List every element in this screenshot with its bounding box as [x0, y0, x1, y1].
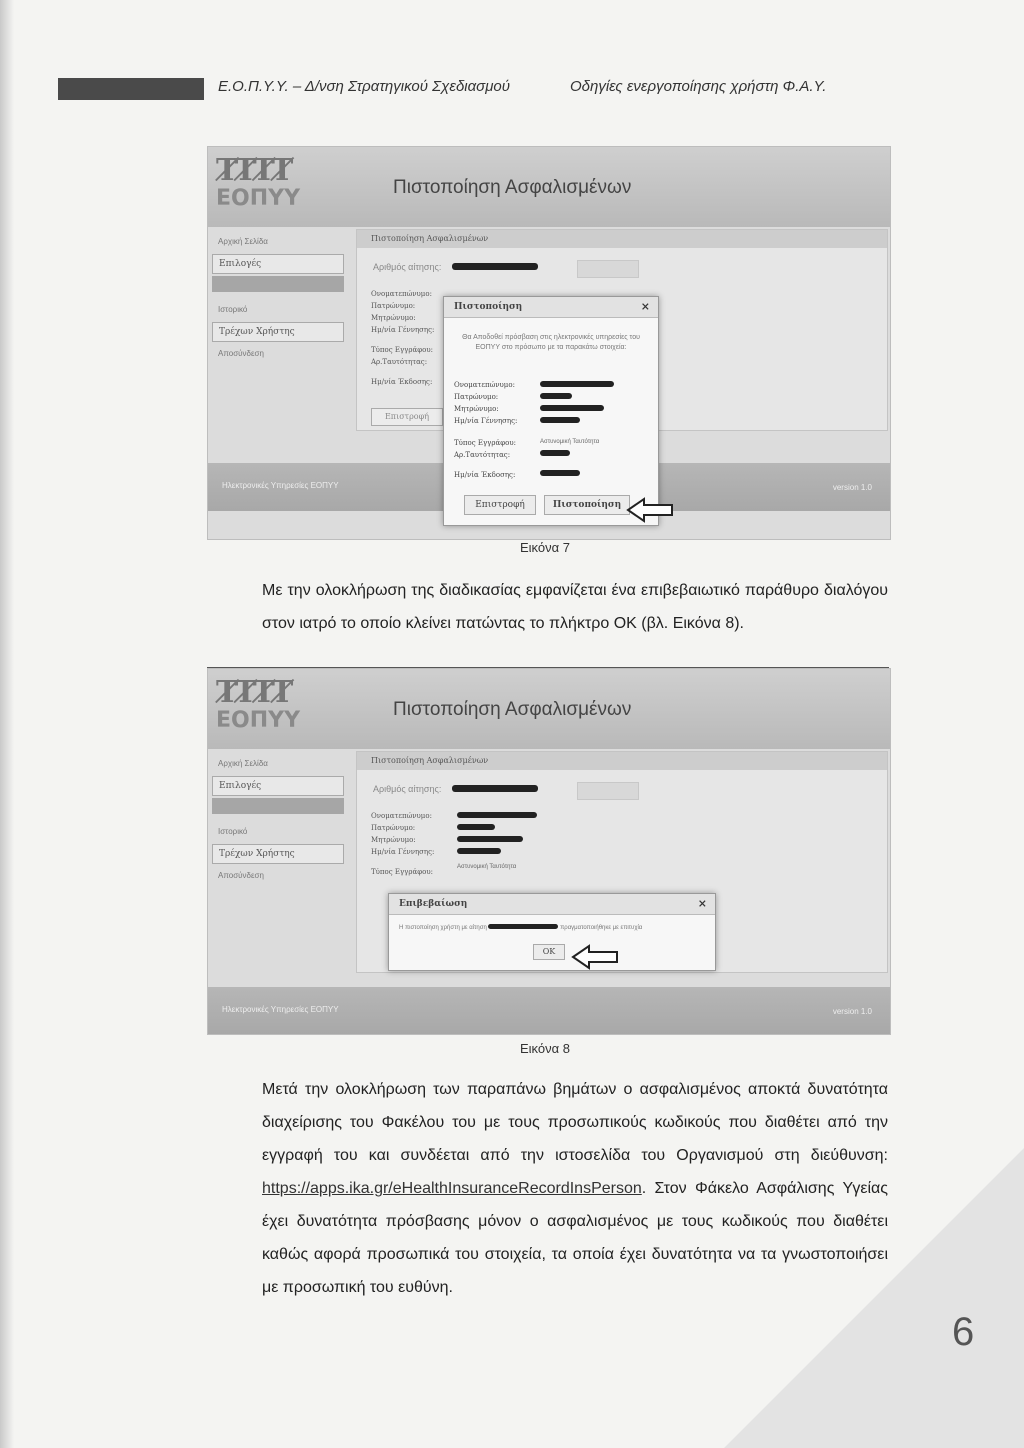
app-title: Πιστοποίηση Ασφαλισμένων	[393, 177, 632, 198]
eopyy-logo	[216, 155, 311, 221]
redacted-value	[452, 785, 538, 792]
figure-8-screenshot	[207, 668, 891, 1035]
dialog-label-full-name: Ονοματεπώνυμο:	[454, 381, 515, 389]
pointer-arrow-icon	[571, 944, 621, 970]
request-number-label: Αριθμός αίτησης:	[373, 262, 442, 272]
redacted-value	[457, 848, 501, 854]
panel-title: Πιστοποίηση Ασφαλισμένων	[357, 752, 887, 770]
app-sidebar	[208, 754, 348, 886]
sidebar-item-logout[interactable]: Αποσύνδεση	[218, 349, 264, 358]
label-father-name: Πατρώνυμο:	[371, 824, 416, 832]
paragraph-2	[262, 1073, 888, 1304]
figure-7-caption: Εικόνα 7	[520, 540, 570, 555]
sidebar-section-options: Επιλογές	[212, 776, 344, 796]
redacted-value	[540, 470, 580, 476]
dialog-label-birth-date: Ημ/νία Γέννησης:	[454, 417, 518, 425]
dialog-title-text: Επιβεβαίωση	[399, 899, 468, 909]
dialog-message-start: Η πιστοποίηση χρήστη με αίτηση	[399, 925, 487, 931]
sidebar-item-logout[interactable]: Αποσύνδεση	[218, 871, 264, 880]
app-header	[208, 669, 890, 749]
dialog-field-labels	[454, 379, 517, 481]
pointer-arrow-icon	[626, 497, 676, 523]
sidebar-item-history[interactable]: Ιστορικό	[218, 827, 248, 836]
redacted-value	[457, 824, 495, 830]
dialog-label-document-type: Τύπος Εγγράφου:	[454, 439, 516, 447]
version-text: version 1.0	[832, 483, 872, 492]
sidebar-section-current-user: Τρέχων Χρήστης	[212, 322, 344, 342]
logo-figures-icon: ȾȾȾȾ	[216, 675, 290, 710]
label-issue-date: Ημ/νία Έκδοσης:	[371, 378, 433, 386]
dialog-label-id-number: Αρ.Ταυτότητας:	[454, 451, 511, 459]
version-text: version 1.0	[832, 1007, 872, 1016]
confirmation-dialog	[388, 893, 716, 971]
label-mother-name: Μητρώνυμο:	[371, 836, 416, 844]
redacted-value	[540, 405, 604, 411]
header-document-title: Οδηγίες ενεργοποίησης χρήστη Φ.Α.Υ.	[570, 78, 827, 95]
page-edge-shadow	[0, 0, 14, 1448]
paragraph-2-intro: Μετά την ολοκλήρωση των παραπάνω βημάτων ο ασφαλισμένος αποκτά δυνατότητα διαχείρισης του Φακέλου του με τους προσωπικούς κωδικούς που διαθέτει από την εγγραφή του και συνδέεται από την ιστοσελίδα του Οργανισμού στη διεύθυνση:	[262, 1081, 888, 1164]
paragraph-2-rest: . Στον Φάκελο Ασφάλισης Υγείας έχει δυνατότητα πρόσβασης μόνον ο ασφαλισμένος με τους κωδικούς που διαθέτει καθώς αφορά προσωπικά του στοιχεία, τα οποία έχει δυνατότητα να τα γνωστοποιήσει με προσωπική του ευθύνη.	[262, 1180, 888, 1296]
sidebar-item-history[interactable]: Ιστορικό	[218, 305, 248, 314]
dialog-message	[399, 924, 642, 931]
label-father-name: Πατρώνυμο:	[371, 302, 416, 310]
redacted-value	[540, 417, 580, 423]
redacted-value	[540, 393, 572, 399]
label-mother-name: Μητρώνυμο:	[371, 314, 416, 322]
redacted-value	[457, 812, 537, 818]
dialog-redacted-values	[540, 381, 614, 476]
paragraph-1: Με την ολοκλήρωση της διαδικασίας εμφανίζεται ένα επιβεβαιωτικό παράθυρο διαλόγου στον ιατρό το οποίο κλείνει πατώντας το πλήκτρο ΟΚ (βλ. Εικόνα 8).	[262, 582, 888, 632]
label-id-number: Αρ.Ταυτότητας:	[371, 358, 428, 366]
app-footer	[208, 987, 890, 1035]
dialog-label-father: Πατρώνυμο:	[454, 393, 499, 401]
dialog-title-text: Πιστοποίηση	[454, 302, 523, 312]
certify-button[interactable]: Πιστοποίηση	[544, 495, 630, 515]
certification-dialog	[443, 296, 659, 526]
logo-text: ΕΟΠΥΥ	[216, 186, 301, 211]
document-header	[58, 76, 908, 102]
search-button-disabled[interactable]	[577, 782, 639, 800]
dialog-title	[389, 894, 715, 915]
label-document-type: Τύπος Εγγράφου:	[371, 868, 433, 876]
sidebar-section-options: Επιλογές	[212, 254, 344, 274]
document-type-value: Αστυνομική Ταυτότητα	[457, 864, 517, 870]
back-button[interactable]: Επιστροφή	[371, 408, 443, 426]
field-labels	[371, 810, 434, 878]
redacted-value	[488, 924, 558, 929]
footer-text: Ηλεκτρονικές Υπηρεσίες ΕΟΠΥΥ	[222, 481, 339, 490]
panel-redacted-values	[457, 812, 537, 870]
app-title: Πιστοποίηση Ασφαλισμένων	[393, 699, 632, 720]
app-sidebar	[208, 232, 348, 364]
close-icon[interactable]: ×	[640, 300, 650, 313]
eopyy-logo	[216, 677, 311, 743]
logo-text: ΕΟΠΥΥ	[216, 708, 301, 733]
search-button-disabled[interactable]	[577, 260, 639, 278]
close-icon[interactable]: ×	[697, 897, 707, 910]
request-number-row	[373, 262, 538, 272]
redacted-value	[457, 836, 523, 842]
header-logo-bar	[58, 78, 204, 100]
insurance-record-link[interactable]: https://apps.ika.gr/eHealthInsuranceRecordInsPerson	[262, 1180, 642, 1197]
label-full-name: Ονοματεπώνυμο:	[371, 290, 432, 298]
dialog-label-mother: Μητρώνυμο:	[454, 405, 499, 413]
redacted-value	[452, 263, 538, 270]
dialog-back-button[interactable]: Επιστροφή	[464, 495, 536, 515]
footer-text: Ηλεκτρονικές Υπηρεσίες ΕΟΠΥΥ	[222, 1005, 339, 1014]
sidebar-item-selected[interactable]	[212, 276, 344, 292]
figure-8-caption: Εικόνα 8	[520, 1041, 570, 1056]
sidebar-item-home[interactable]: Αρχική Σελίδα	[218, 759, 268, 768]
header-organization: Ε.Ο.Π.Υ.Υ. – Δ/νση Στρατηγικού Σχεδιασμού	[218, 78, 511, 95]
redacted-value	[540, 381, 614, 387]
dialog-document-type-value: Αστυνομική Ταυτότητα	[540, 439, 600, 445]
logo-figures-icon: ȾȾȾȾ	[216, 153, 290, 188]
label-birth-date: Ημ/νία Γέννησης:	[371, 848, 435, 856]
request-number-row	[373, 784, 538, 794]
label-birth-date: Ημ/νία Γέννησης:	[371, 326, 435, 334]
request-number-label: Αριθμός αίτησης:	[373, 784, 442, 794]
page-number: 6	[952, 1310, 975, 1354]
sidebar-section-current-user: Τρέχων Χρήστης	[212, 844, 344, 864]
app-header	[208, 147, 890, 227]
label-document-type: Τύπος Εγγράφου:	[371, 346, 433, 354]
sidebar-item-selected[interactable]	[212, 798, 344, 814]
dialog-title	[444, 297, 658, 318]
redacted-value	[540, 450, 570, 456]
panel-title: Πιστοποίηση Ασφαλισμένων	[357, 230, 887, 248]
label-full-name: Ονοματεπώνυμο:	[371, 812, 432, 820]
dialog-message: Θα Αποδοθεί πρόσβαση στις ηλεκτρονικές υπηρεσίες του ΕΟΠΥΥ στο πρόσωπο με τα παρακάτω στοιχεία:	[462, 334, 640, 351]
dialog-label-issue-date: Ημ/νία Έκδοσης:	[454, 471, 516, 479]
figure-7-screenshot	[207, 146, 891, 540]
sidebar-item-home[interactable]: Αρχική Σελίδα	[218, 237, 268, 246]
dialog-message-end: πραγματοποιήθηκε με επιτυχία	[560, 925, 643, 931]
ok-button[interactable]: OK	[533, 944, 565, 960]
field-labels	[371, 288, 434, 388]
